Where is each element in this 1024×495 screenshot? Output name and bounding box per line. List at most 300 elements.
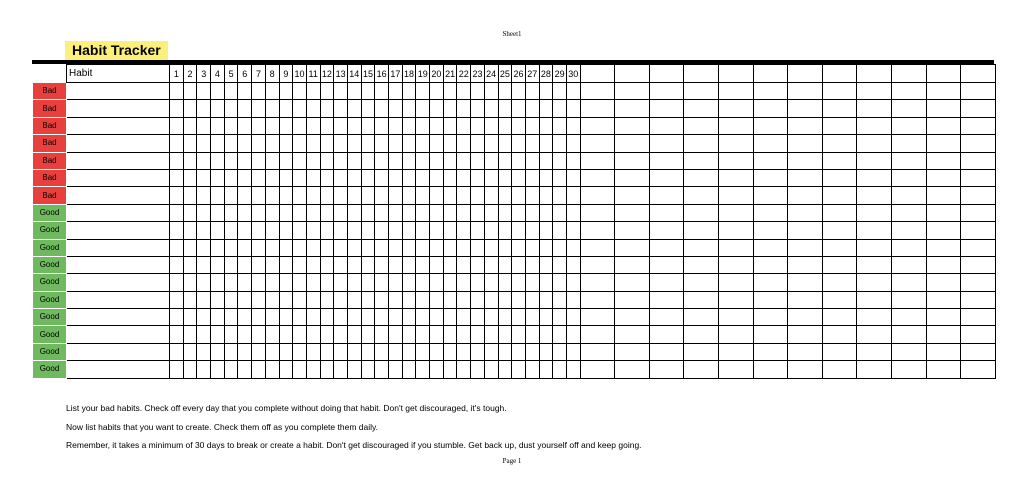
empty-cell[interactable] [719, 326, 754, 343]
day-check-cell[interactable] [471, 204, 485, 221]
day-check-cell[interactable] [553, 274, 567, 291]
day-check-cell[interactable] [498, 309, 512, 326]
day-check-cell[interactable] [484, 239, 498, 256]
day-check-cell[interactable] [498, 343, 512, 360]
day-check-cell[interactable] [430, 204, 444, 221]
day-check-cell[interactable] [265, 343, 279, 360]
empty-cell[interactable] [926, 309, 961, 326]
empty-cell[interactable] [822, 152, 857, 169]
day-check-cell[interactable] [430, 222, 444, 239]
empty-header-cell[interactable] [580, 65, 615, 83]
day-check-cell[interactable] [484, 309, 498, 326]
day-check-cell[interactable] [252, 291, 266, 308]
day-check-cell[interactable] [457, 326, 471, 343]
day-check-cell[interactable] [170, 187, 184, 204]
empty-cell[interactable] [684, 83, 719, 100]
day-check-cell[interactable] [566, 152, 580, 169]
day-check-cell[interactable] [252, 222, 266, 239]
empty-header-cell[interactable] [615, 65, 650, 83]
day-check-cell[interactable] [334, 256, 348, 273]
empty-cell[interactable] [857, 309, 892, 326]
empty-cell[interactable] [857, 117, 892, 134]
day-check-cell[interactable] [430, 239, 444, 256]
empty-cell[interactable] [719, 100, 754, 117]
empty-cell[interactable] [719, 135, 754, 152]
empty-cell[interactable] [961, 343, 996, 360]
day-check-cell[interactable] [443, 222, 457, 239]
day-check-cell[interactable] [566, 100, 580, 117]
day-check-cell[interactable] [484, 187, 498, 204]
empty-cell[interactable] [822, 291, 857, 308]
day-check-cell[interactable] [224, 291, 238, 308]
empty-cell[interactable] [580, 83, 615, 100]
day-check-cell[interactable] [361, 343, 375, 360]
day-check-cell[interactable] [443, 117, 457, 134]
empty-cell[interactable] [684, 239, 719, 256]
empty-cell[interactable] [580, 291, 615, 308]
empty-cell[interactable] [822, 169, 857, 186]
day-check-cell[interactable] [525, 100, 539, 117]
day-check-cell[interactable] [265, 117, 279, 134]
day-check-cell[interactable] [347, 291, 361, 308]
empty-cell[interactable] [684, 187, 719, 204]
day-check-cell[interactable] [224, 152, 238, 169]
day-check-cell[interactable] [197, 309, 211, 326]
day-check-cell[interactable] [183, 256, 197, 273]
day-check-cell[interactable] [525, 204, 539, 221]
day-check-cell[interactable] [170, 83, 184, 100]
day-check-cell[interactable] [252, 239, 266, 256]
empty-header-cell[interactable] [753, 65, 788, 83]
day-check-cell[interactable] [566, 169, 580, 186]
day-check-cell[interactable] [347, 274, 361, 291]
empty-cell[interactable] [753, 83, 788, 100]
day-check-cell[interactable] [457, 100, 471, 117]
empty-cell[interactable] [891, 152, 926, 169]
day-check-cell[interactable] [471, 361, 485, 378]
day-check-cell[interactable] [347, 100, 361, 117]
day-check-cell[interactable] [293, 169, 307, 186]
day-check-cell[interactable] [238, 117, 252, 134]
empty-cell[interactable] [961, 187, 996, 204]
day-check-cell[interactable] [566, 83, 580, 100]
empty-cell[interactable] [684, 169, 719, 186]
empty-cell[interactable] [649, 135, 684, 152]
day-check-cell[interactable] [293, 274, 307, 291]
empty-cell[interactable] [753, 135, 788, 152]
empty-cell[interactable] [822, 135, 857, 152]
day-check-cell[interactable] [334, 326, 348, 343]
empty-cell[interactable] [719, 361, 754, 378]
empty-cell[interactable] [580, 239, 615, 256]
day-check-cell[interactable] [197, 274, 211, 291]
day-check-cell[interactable] [375, 361, 389, 378]
day-check-cell[interactable] [512, 187, 526, 204]
day-check-cell[interactable] [484, 291, 498, 308]
day-check-cell[interactable] [484, 222, 498, 239]
day-check-cell[interactable] [402, 83, 416, 100]
day-check-cell[interactable] [498, 256, 512, 273]
day-check-cell[interactable] [279, 100, 293, 117]
empty-cell[interactable] [961, 204, 996, 221]
empty-cell[interactable] [961, 274, 996, 291]
day-check-cell[interactable] [512, 256, 526, 273]
day-check-cell[interactable] [320, 256, 334, 273]
day-check-cell[interactable] [402, 169, 416, 186]
day-check-cell[interactable] [443, 152, 457, 169]
empty-cell[interactable] [961, 222, 996, 239]
day-check-cell[interactable] [183, 309, 197, 326]
empty-header-cell[interactable] [891, 65, 926, 83]
day-check-cell[interactable] [553, 343, 567, 360]
empty-cell[interactable] [822, 239, 857, 256]
day-check-cell[interactable] [389, 135, 403, 152]
day-check-cell[interactable] [334, 239, 348, 256]
day-check-cell[interactable] [306, 256, 320, 273]
day-check-cell[interactable] [265, 152, 279, 169]
empty-cell[interactable] [891, 169, 926, 186]
day-check-cell[interactable] [183, 83, 197, 100]
empty-cell[interactable] [684, 152, 719, 169]
day-check-cell[interactable] [553, 152, 567, 169]
empty-cell[interactable] [891, 239, 926, 256]
day-check-cell[interactable] [361, 83, 375, 100]
day-check-cell[interactable] [320, 309, 334, 326]
day-check-cell[interactable] [252, 326, 266, 343]
day-check-cell[interactable] [402, 361, 416, 378]
empty-cell[interactable] [891, 361, 926, 378]
day-check-cell[interactable] [498, 169, 512, 186]
day-check-cell[interactable] [197, 100, 211, 117]
day-check-cell[interactable] [197, 187, 211, 204]
day-check-cell[interactable] [361, 239, 375, 256]
empty-cell[interactable] [615, 100, 650, 117]
day-check-cell[interactable] [525, 169, 539, 186]
day-check-cell[interactable] [265, 187, 279, 204]
empty-header-cell[interactable] [857, 65, 892, 83]
habit-name-cell[interactable] [67, 274, 170, 291]
day-check-cell[interactable] [347, 361, 361, 378]
empty-cell[interactable] [719, 187, 754, 204]
day-check-cell[interactable] [566, 343, 580, 360]
day-check-cell[interactable] [375, 239, 389, 256]
day-check-cell[interactable] [430, 291, 444, 308]
day-check-cell[interactable] [224, 187, 238, 204]
day-check-cell[interactable] [498, 100, 512, 117]
day-check-cell[interactable] [484, 361, 498, 378]
day-check-cell[interactable] [498, 222, 512, 239]
day-check-cell[interactable] [416, 361, 430, 378]
empty-cell[interactable] [580, 117, 615, 134]
day-check-cell[interactable] [265, 222, 279, 239]
day-check-cell[interactable] [416, 135, 430, 152]
day-check-cell[interactable] [320, 204, 334, 221]
empty-cell[interactable] [684, 256, 719, 273]
day-check-cell[interactable] [334, 343, 348, 360]
day-check-cell[interactable] [539, 343, 553, 360]
day-check-cell[interactable] [402, 100, 416, 117]
day-check-cell[interactable] [238, 309, 252, 326]
empty-cell[interactable] [684, 274, 719, 291]
day-check-cell[interactable] [293, 361, 307, 378]
day-check-cell[interactable] [252, 187, 266, 204]
day-check-cell[interactable] [197, 83, 211, 100]
day-check-cell[interactable] [457, 169, 471, 186]
day-check-cell[interactable] [539, 239, 553, 256]
day-check-cell[interactable] [170, 256, 184, 273]
empty-cell[interactable] [684, 361, 719, 378]
empty-cell[interactable] [719, 256, 754, 273]
day-check-cell[interactable] [512, 361, 526, 378]
day-check-cell[interactable] [170, 326, 184, 343]
day-check-cell[interactable] [430, 100, 444, 117]
day-check-cell[interactable] [525, 117, 539, 134]
empty-cell[interactable] [649, 152, 684, 169]
day-check-cell[interactable] [457, 135, 471, 152]
day-check-cell[interactable] [430, 169, 444, 186]
day-check-cell[interactable] [402, 135, 416, 152]
day-check-cell[interactable] [265, 326, 279, 343]
day-check-cell[interactable] [484, 343, 498, 360]
day-check-cell[interactable] [512, 204, 526, 221]
day-check-cell[interactable] [553, 326, 567, 343]
day-check-cell[interactable] [498, 361, 512, 378]
empty-cell[interactable] [961, 239, 996, 256]
empty-cell[interactable] [580, 187, 615, 204]
habit-name-cell[interactable] [67, 187, 170, 204]
day-check-cell[interactable] [197, 361, 211, 378]
day-check-cell[interactable] [252, 274, 266, 291]
day-check-cell[interactable] [279, 187, 293, 204]
empty-cell[interactable] [649, 222, 684, 239]
day-check-cell[interactable] [539, 326, 553, 343]
day-check-cell[interactable] [375, 135, 389, 152]
empty-cell[interactable] [961, 326, 996, 343]
empty-cell[interactable] [857, 361, 892, 378]
empty-cell[interactable] [891, 222, 926, 239]
empty-cell[interactable] [580, 326, 615, 343]
empty-cell[interactable] [926, 274, 961, 291]
day-check-cell[interactable] [471, 222, 485, 239]
day-check-cell[interactable] [197, 204, 211, 221]
day-check-cell[interactable] [416, 291, 430, 308]
day-check-cell[interactable] [361, 326, 375, 343]
day-check-cell[interactable] [539, 309, 553, 326]
day-check-cell[interactable] [443, 187, 457, 204]
empty-cell[interactable] [615, 152, 650, 169]
day-check-cell[interactable] [183, 291, 197, 308]
day-check-cell[interactable] [389, 222, 403, 239]
day-check-cell[interactable] [265, 204, 279, 221]
day-check-cell[interactable] [170, 117, 184, 134]
empty-cell[interactable] [649, 100, 684, 117]
day-check-cell[interactable] [484, 274, 498, 291]
day-check-cell[interactable] [525, 361, 539, 378]
day-check-cell[interactable] [375, 326, 389, 343]
empty-cell[interactable] [719, 274, 754, 291]
day-check-cell[interactable] [389, 117, 403, 134]
day-check-cell[interactable] [484, 135, 498, 152]
day-check-cell[interactable] [293, 204, 307, 221]
empty-cell[interactable] [788, 274, 823, 291]
empty-cell[interactable] [926, 152, 961, 169]
empty-cell[interactable] [788, 239, 823, 256]
day-check-cell[interactable] [211, 291, 225, 308]
day-check-cell[interactable] [566, 326, 580, 343]
day-check-cell[interactable] [320, 343, 334, 360]
day-check-cell[interactable] [306, 239, 320, 256]
day-check-cell[interactable] [375, 83, 389, 100]
day-check-cell[interactable] [402, 187, 416, 204]
day-check-cell[interactable] [347, 309, 361, 326]
habit-name-cell[interactable] [67, 135, 170, 152]
empty-cell[interactable] [649, 187, 684, 204]
day-check-cell[interactable] [525, 222, 539, 239]
habit-name-cell[interactable] [67, 239, 170, 256]
empty-cell[interactable] [649, 343, 684, 360]
day-check-cell[interactable] [484, 117, 498, 134]
day-check-cell[interactable] [170, 274, 184, 291]
day-check-cell[interactable] [484, 169, 498, 186]
empty-cell[interactable] [615, 117, 650, 134]
empty-cell[interactable] [961, 117, 996, 134]
day-check-cell[interactable] [471, 274, 485, 291]
empty-cell[interactable] [615, 274, 650, 291]
empty-cell[interactable] [649, 361, 684, 378]
day-check-cell[interactable] [265, 274, 279, 291]
day-check-cell[interactable] [389, 343, 403, 360]
empty-header-cell[interactable] [719, 65, 754, 83]
day-check-cell[interactable] [553, 169, 567, 186]
day-check-cell[interactable] [553, 100, 567, 117]
empty-cell[interactable] [615, 291, 650, 308]
day-check-cell[interactable] [471, 135, 485, 152]
day-check-cell[interactable] [170, 152, 184, 169]
day-check-cell[interactable] [238, 326, 252, 343]
day-check-cell[interactable] [279, 343, 293, 360]
day-check-cell[interactable] [320, 135, 334, 152]
day-check-cell[interactable] [170, 239, 184, 256]
empty-header-cell[interactable] [649, 65, 684, 83]
day-check-cell[interactable] [361, 256, 375, 273]
empty-cell[interactable] [684, 326, 719, 343]
empty-cell[interactable] [891, 343, 926, 360]
empty-cell[interactable] [719, 83, 754, 100]
empty-cell[interactable] [961, 361, 996, 378]
empty-cell[interactable] [649, 256, 684, 273]
empty-cell[interactable] [822, 204, 857, 221]
day-check-cell[interactable] [252, 135, 266, 152]
empty-cell[interactable] [615, 169, 650, 186]
day-check-cell[interactable] [375, 291, 389, 308]
empty-cell[interactable] [580, 256, 615, 273]
empty-cell[interactable] [788, 309, 823, 326]
day-check-cell[interactable] [347, 169, 361, 186]
day-check-cell[interactable] [512, 169, 526, 186]
day-check-cell[interactable] [566, 135, 580, 152]
empty-cell[interactable] [788, 326, 823, 343]
day-check-cell[interactable] [361, 204, 375, 221]
empty-cell[interactable] [788, 187, 823, 204]
day-check-cell[interactable] [211, 100, 225, 117]
empty-cell[interactable] [580, 309, 615, 326]
empty-cell[interactable] [822, 83, 857, 100]
day-check-cell[interactable] [361, 291, 375, 308]
empty-cell[interactable] [891, 135, 926, 152]
day-check-cell[interactable] [525, 135, 539, 152]
day-check-cell[interactable] [183, 326, 197, 343]
day-check-cell[interactable] [334, 169, 348, 186]
empty-cell[interactable] [684, 204, 719, 221]
day-check-cell[interactable] [320, 100, 334, 117]
day-check-cell[interactable] [183, 135, 197, 152]
day-check-cell[interactable] [553, 83, 567, 100]
day-check-cell[interactable] [265, 361, 279, 378]
day-check-cell[interactable] [457, 343, 471, 360]
day-check-cell[interactable] [430, 117, 444, 134]
empty-cell[interactable] [615, 204, 650, 221]
day-check-cell[interactable] [525, 239, 539, 256]
day-check-cell[interactable] [197, 291, 211, 308]
empty-cell[interactable] [615, 83, 650, 100]
day-check-cell[interactable] [293, 117, 307, 134]
day-check-cell[interactable] [402, 152, 416, 169]
empty-cell[interactable] [580, 343, 615, 360]
empty-cell[interactable] [891, 204, 926, 221]
day-check-cell[interactable] [224, 204, 238, 221]
day-check-cell[interactable] [170, 204, 184, 221]
day-check-cell[interactable] [293, 239, 307, 256]
day-check-cell[interactable] [416, 187, 430, 204]
empty-cell[interactable] [857, 343, 892, 360]
day-check-cell[interactable] [375, 343, 389, 360]
day-check-cell[interactable] [306, 361, 320, 378]
day-check-cell[interactable] [320, 326, 334, 343]
empty-cell[interactable] [891, 309, 926, 326]
empty-cell[interactable] [926, 187, 961, 204]
empty-header-cell[interactable] [926, 65, 961, 83]
empty-cell[interactable] [961, 152, 996, 169]
empty-cell[interactable] [649, 309, 684, 326]
empty-cell[interactable] [719, 309, 754, 326]
day-check-cell[interactable] [306, 187, 320, 204]
day-check-cell[interactable] [224, 239, 238, 256]
day-check-cell[interactable] [279, 361, 293, 378]
day-check-cell[interactable] [525, 343, 539, 360]
day-check-cell[interactable] [334, 83, 348, 100]
day-check-cell[interactable] [553, 291, 567, 308]
day-check-cell[interactable] [430, 274, 444, 291]
habit-name-cell[interactable] [67, 100, 170, 117]
empty-cell[interactable] [753, 187, 788, 204]
empty-cell[interactable] [926, 83, 961, 100]
day-check-cell[interactable] [320, 187, 334, 204]
empty-cell[interactable] [615, 187, 650, 204]
empty-cell[interactable] [822, 361, 857, 378]
day-check-cell[interactable] [306, 326, 320, 343]
day-check-cell[interactable] [566, 274, 580, 291]
day-check-cell[interactable] [443, 274, 457, 291]
day-check-cell[interactable] [512, 343, 526, 360]
day-check-cell[interactable] [566, 117, 580, 134]
day-check-cell[interactable] [306, 343, 320, 360]
empty-cell[interactable] [615, 239, 650, 256]
empty-cell[interactable] [788, 135, 823, 152]
day-check-cell[interactable] [183, 117, 197, 134]
day-check-cell[interactable] [306, 274, 320, 291]
empty-cell[interactable] [580, 100, 615, 117]
empty-cell[interactable] [822, 326, 857, 343]
